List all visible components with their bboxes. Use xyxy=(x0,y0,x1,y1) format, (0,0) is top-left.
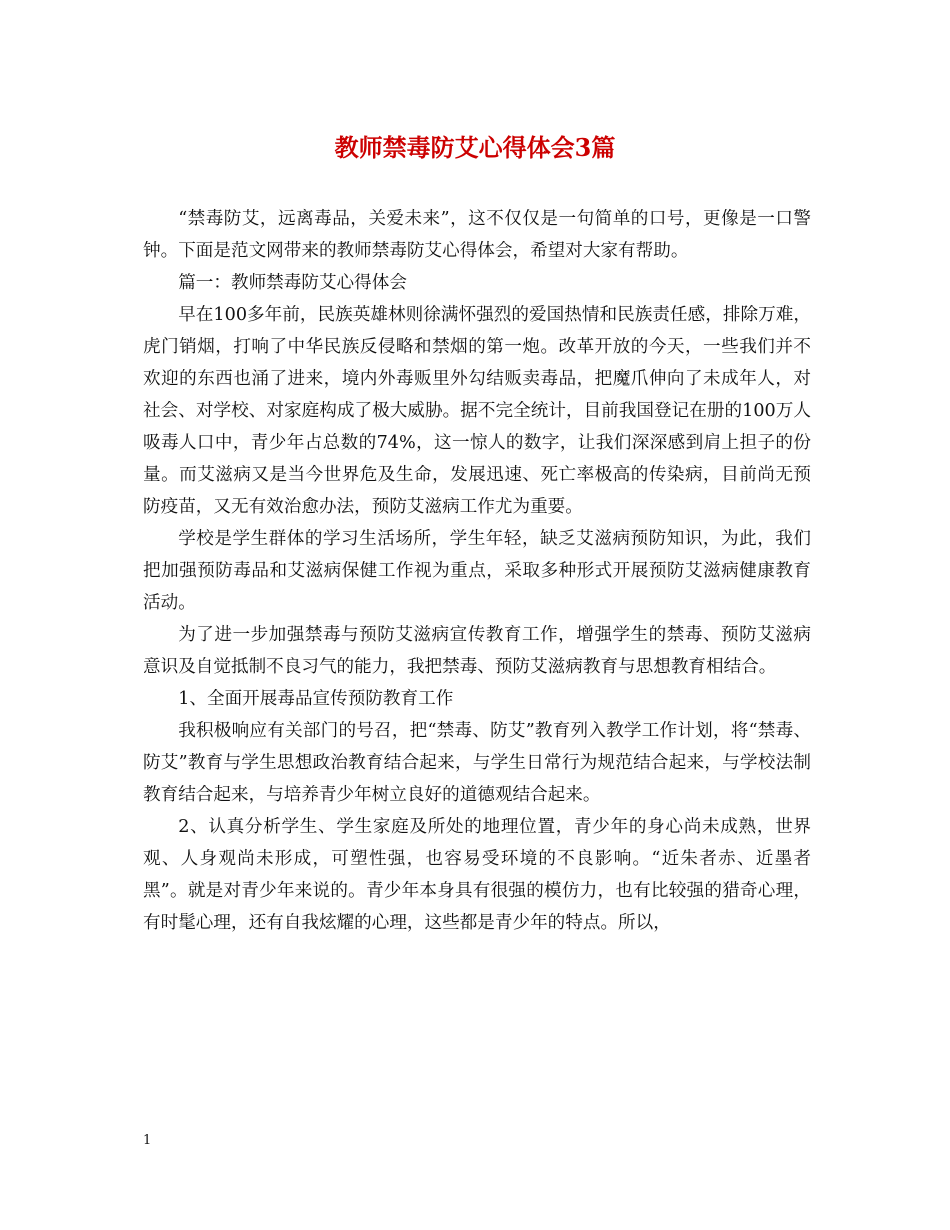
document-body xyxy=(143,203,811,939)
section-heading: 篇一：教师禁毒防艾心得体会 xyxy=(178,273,407,293)
body-paragraph: 为了进一步加强禁毒与预防艾滋病宣传教育工作，增强学生的禁毒、预防艾滋病意识及自觉抵制不良习气的能力，我把禁毒、预防艾滋病教育与思想教育相结合。 xyxy=(143,625,811,677)
list-item-heading: 1、全面开展毒品宣传预防教育工作 xyxy=(178,689,454,709)
intro-paragraph: “禁毒防艾，远离毒品，关爱未来”，这不仅仅是一句简单的口号，更像是一口警钟。下面是范文网带来的教师禁毒防艾心得体会，希望对大家有帮助。 xyxy=(143,209,811,261)
body-paragraph: 早在100多年前，民族英雄林则徐满怀强烈的爱国热情和民族责任感，排除万难，虎门销烟，打响了中华民族反侵略和禁烟的第一炮。改革开放的今天，一些我们并不欢迎的东西也涌了进来，境内外毒贩里外勾结贩卖毒品，把魔爪伸向了未成年人，对社会、对学校、对家庭构成了极大威胁。据不完全统计，目前我国登记在册的100万人吸毒人口中，青少年占总数的74%，这一惊人的数字，让我们深深感到肩上担子的份量。而艾滋病又是当今世界危及生命，发展迅速、死亡率极高的传染病，目前尚无预防疫苗，又无有效治愈办法，预防艾滋病工作尤为重要。 xyxy=(143,305,811,517)
body-paragraph: 学校是学生群体的学习生活场所，学生年轻，缺乏艾滋病预防知识，为此，我们把加强预防毒品和艾滋病保健工作视为重点，采取多种形式开展预防艾滋病健康教育活动。 xyxy=(143,529,811,613)
body-paragraph: 2、认真分析学生、学生家庭及所处的地理位置，青少年的身心尚未成熟，世界观、人身观尚未形成，可塑性强，也容易受环境的不良影响。“近朱者赤、近墨者黑”。就是对青少年来说的。青少年本身具有很强的模仿力，也有比较强的猎奇心理，有时髦心理，还有自我炫耀的心理，这些都是青少年的特点。所以， xyxy=(143,817,811,933)
document-title: 教师禁毒防艾心得体会3篇 xyxy=(334,133,616,162)
body-paragraph: 我积极响应有关部门的号召，把“禁毒、防艾”教育列入教学工作计划，将“禁毒、防艾”教育与学生思想政治教育结合起来，与学生日常行为规范结合起来，与学校法制教育结合起来，与培养青少年树立良好的道德观结合起来。 xyxy=(143,721,811,805)
page-number: 1 xyxy=(143,1133,152,1148)
